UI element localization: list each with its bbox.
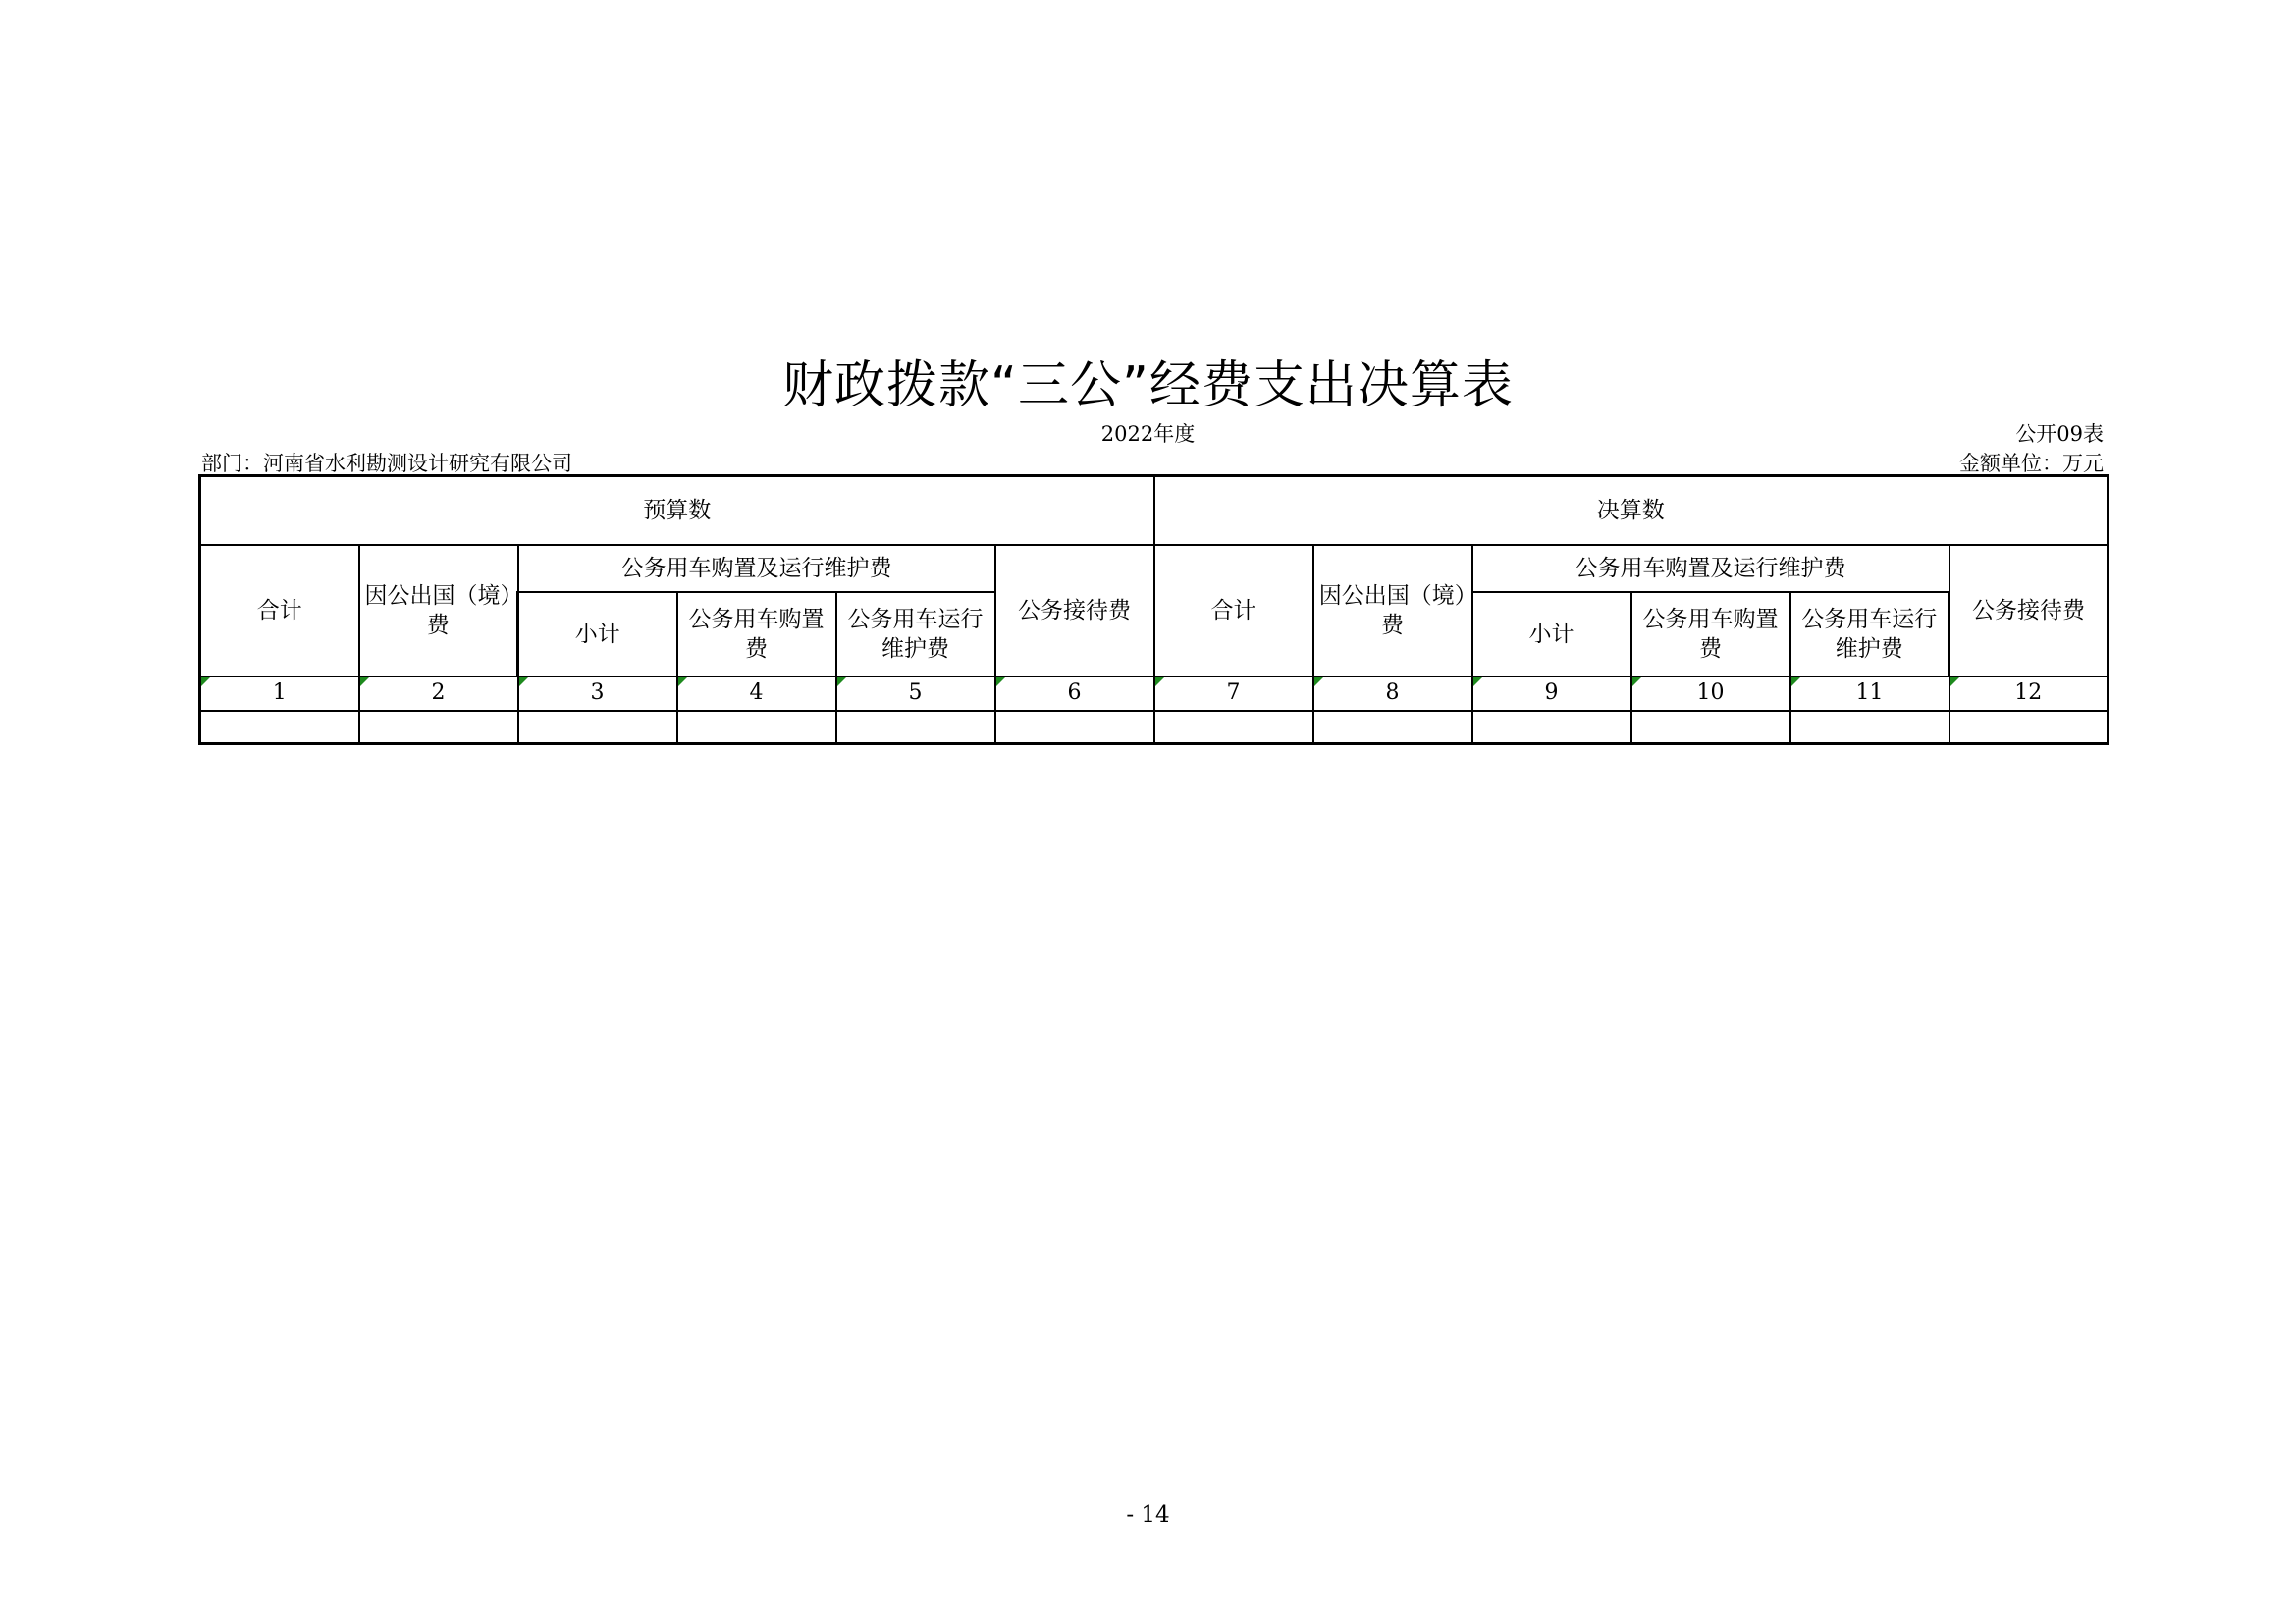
final-operation-header: 公务用车运行维护费 bbox=[1790, 592, 1949, 677]
data-cell bbox=[677, 711, 836, 744]
data-cell bbox=[1472, 711, 1631, 744]
amount-unit: 金额单位：万元 bbox=[1959, 452, 2104, 475]
green-marker-icon bbox=[201, 677, 210, 686]
page-number: - 14 bbox=[1126, 1502, 1170, 1528]
data-cell bbox=[1790, 711, 1949, 744]
final-abroad-header: 因公出国（境）费 bbox=[1313, 545, 1472, 677]
green-marker-icon bbox=[519, 677, 528, 686]
data-cell bbox=[518, 711, 677, 744]
final-vehicle-header: 公务用车购置及运行维护费 bbox=[1472, 545, 1949, 592]
budget-vehicle-header: 公务用车购置及运行维护费 bbox=[518, 545, 995, 592]
col-number: 3 bbox=[518, 677, 677, 711]
col-number: 4 bbox=[677, 677, 836, 711]
page-title: 财政拨款“三公”经费支出决算表 bbox=[782, 356, 1514, 415]
fiscal-year: 2022年度 bbox=[1100, 422, 1196, 446]
col-number: 2 bbox=[359, 677, 518, 711]
col-number: 10 bbox=[1631, 677, 1790, 711]
green-marker-icon bbox=[1473, 677, 1482, 686]
form-number: 公开09表 bbox=[2015, 422, 2104, 446]
col-number: 12 bbox=[1949, 677, 2109, 711]
data-cell bbox=[1949, 711, 2109, 744]
data-cell bbox=[1313, 711, 1472, 744]
col-number: 8 bbox=[1313, 677, 1472, 711]
green-marker-icon bbox=[1791, 677, 1800, 686]
data-cell bbox=[200, 711, 359, 744]
green-marker-icon bbox=[1950, 677, 1959, 686]
green-marker-icon bbox=[1155, 677, 1164, 686]
col-number: 9 bbox=[1472, 677, 1631, 711]
col-number: 11 bbox=[1790, 677, 1949, 711]
col-number: 7 bbox=[1154, 677, 1313, 711]
budget-total-header: 合计 bbox=[200, 545, 359, 677]
expenditure-table bbox=[198, 474, 2109, 745]
data-cell bbox=[836, 711, 995, 744]
col-number: 1 bbox=[200, 677, 359, 711]
final-subtotal-header: 小计 bbox=[1472, 592, 1631, 677]
data-cell bbox=[1631, 711, 1790, 744]
budget-purchase-header: 公务用车购置费 bbox=[677, 592, 836, 677]
data-cell bbox=[359, 711, 518, 744]
green-marker-icon bbox=[1314, 677, 1323, 686]
green-marker-icon bbox=[360, 677, 369, 686]
green-marker-icon bbox=[1632, 677, 1641, 686]
green-marker-icon bbox=[996, 677, 1005, 686]
department: 部门：河南省水利勘测设计研究有限公司 bbox=[201, 452, 572, 475]
data-cell bbox=[1154, 711, 1313, 744]
budget-abroad-header: 因公出国（境）费 bbox=[359, 545, 518, 677]
budget-reception-header: 公务接待费 bbox=[995, 545, 1154, 677]
green-marker-icon bbox=[678, 677, 687, 686]
final-header: 决算数 bbox=[1154, 476, 2109, 545]
col-number: 6 bbox=[995, 677, 1154, 711]
data-cell bbox=[995, 711, 1154, 744]
final-purchase-header: 公务用车购置费 bbox=[1631, 592, 1790, 677]
budget-subtotal-header: 小计 bbox=[518, 592, 677, 677]
final-reception-header: 公务接待费 bbox=[1949, 545, 2109, 677]
budget-operation-header: 公务用车运行维护费 bbox=[836, 592, 995, 677]
green-marker-icon bbox=[837, 677, 846, 686]
final-total-header: 合计 bbox=[1154, 545, 1313, 677]
budget-header: 预算数 bbox=[200, 476, 1154, 545]
col-number: 5 bbox=[836, 677, 995, 711]
